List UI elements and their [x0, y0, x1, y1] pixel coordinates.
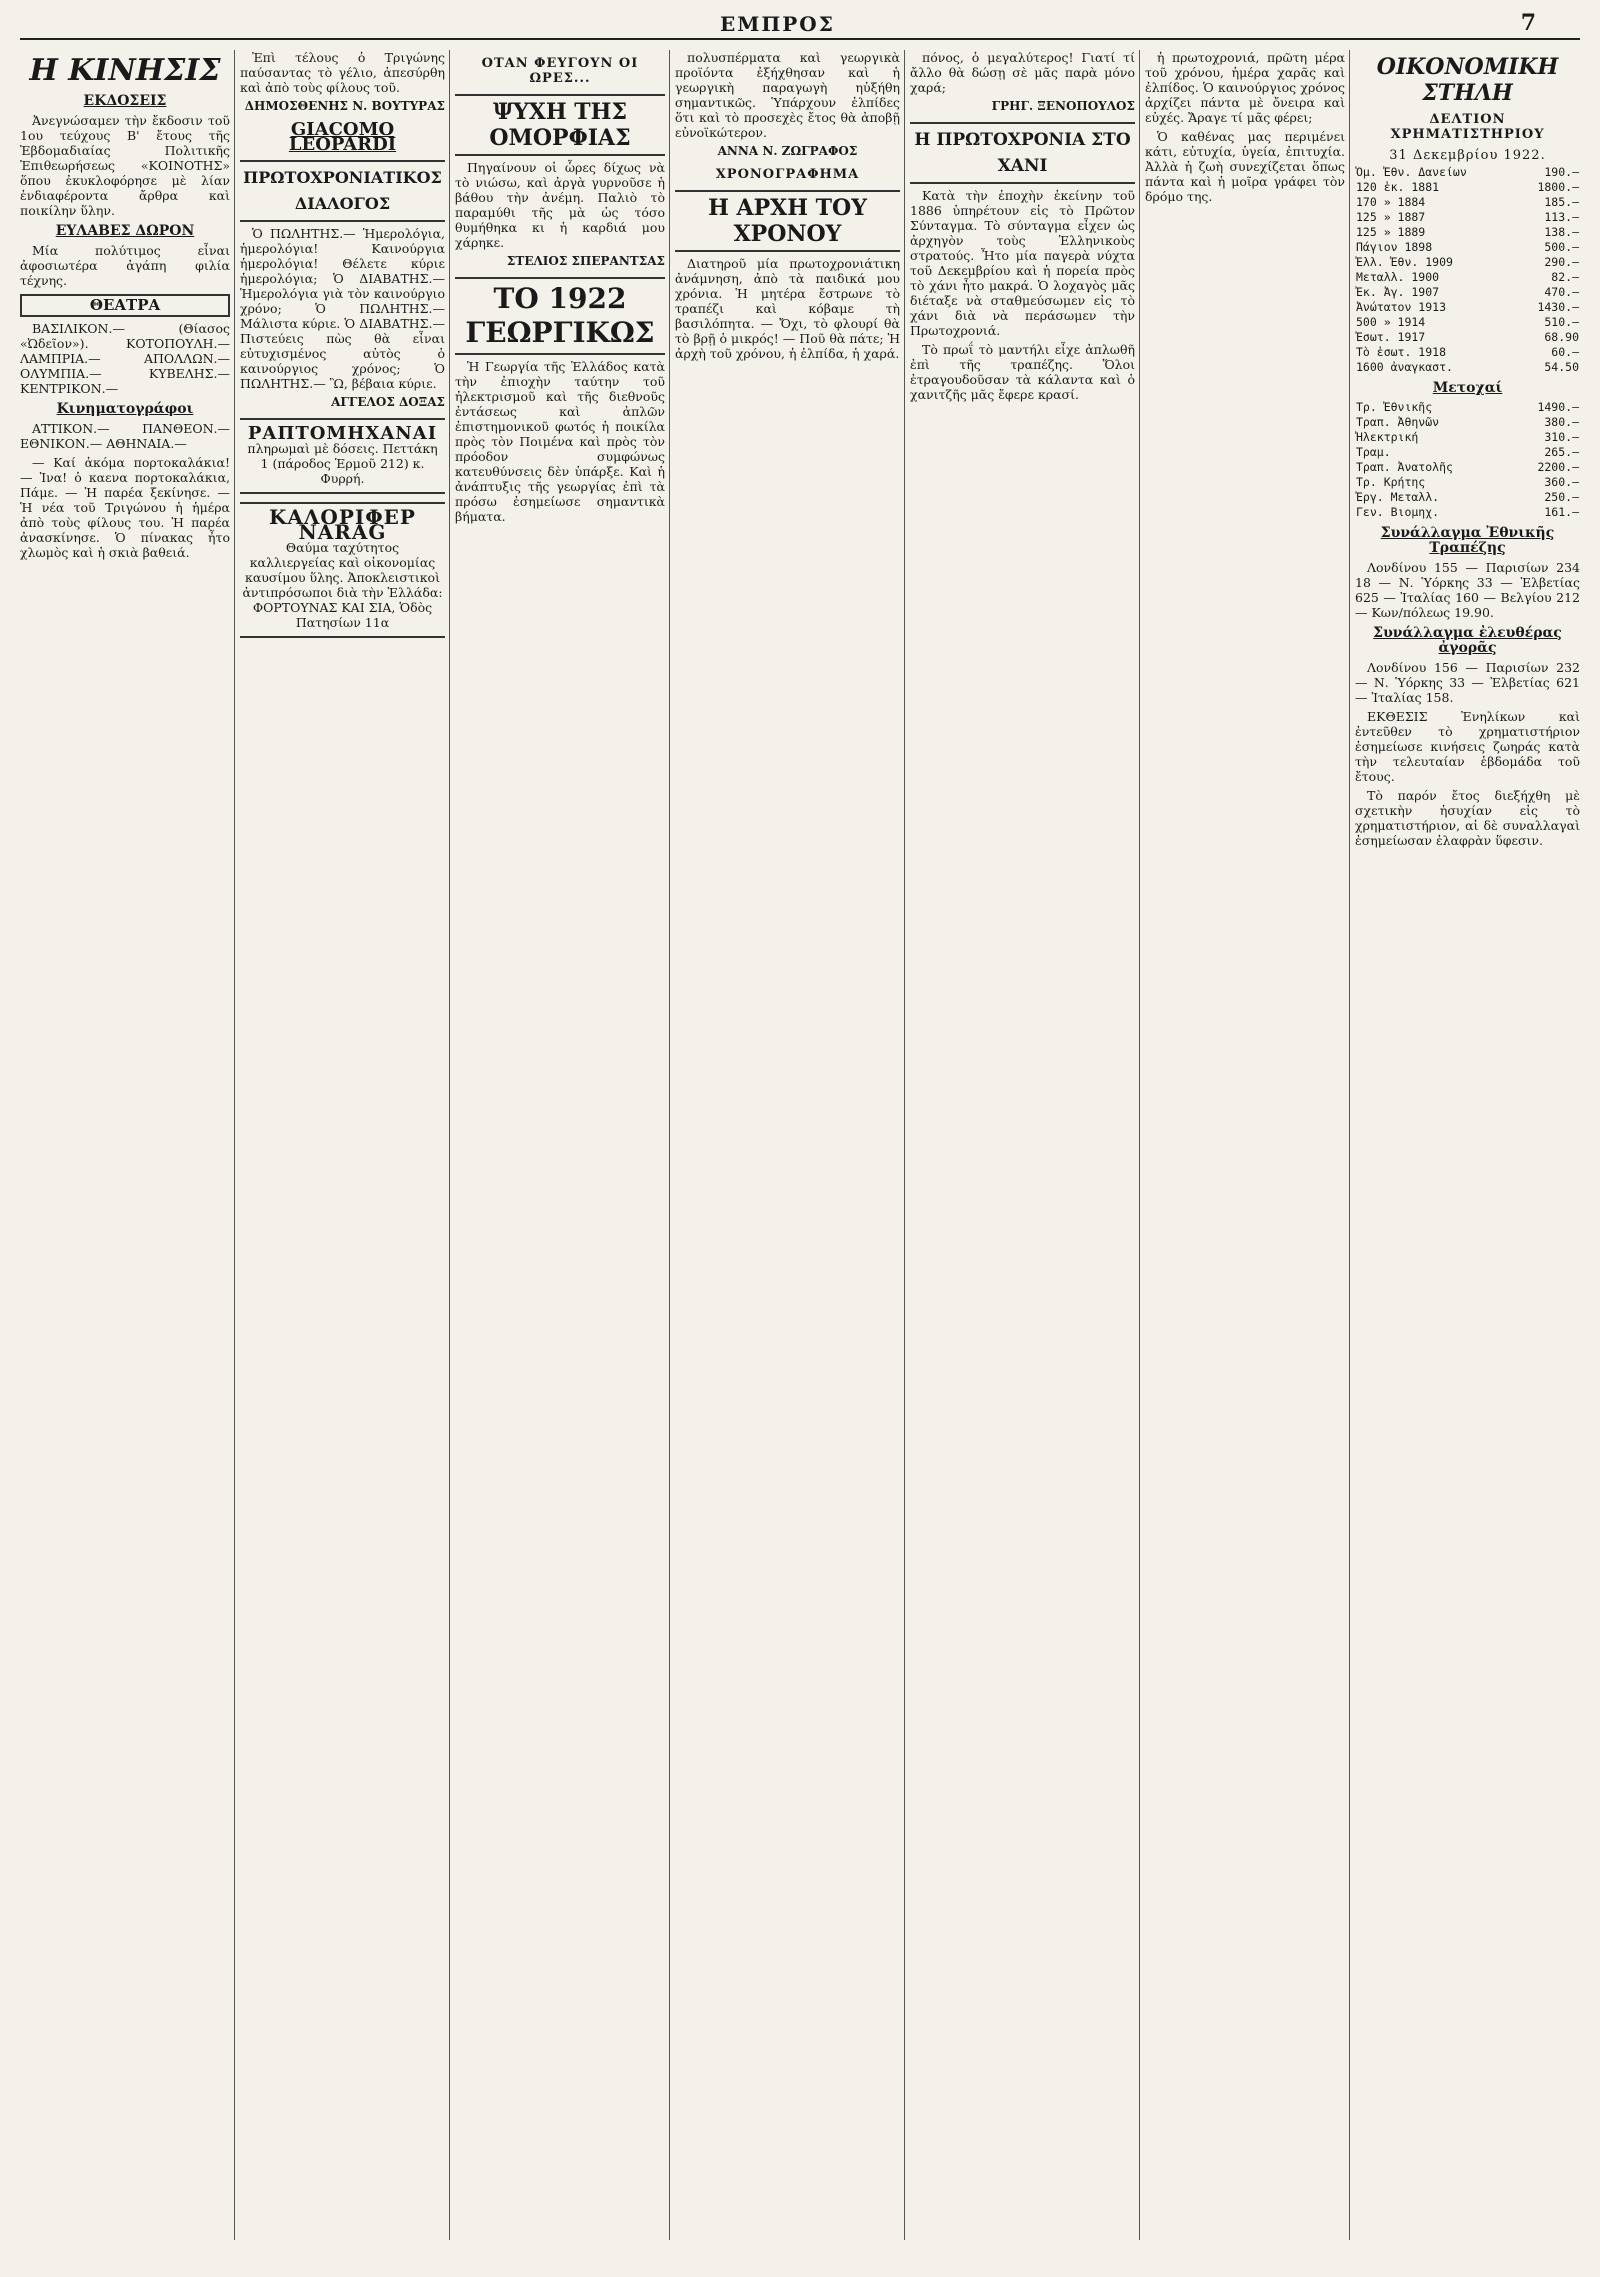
rate-value: 510.—: [1544, 315, 1579, 329]
rates-table: [1355, 165, 1580, 375]
rate-label: Τρ. Ἐθνικῆς: [1356, 400, 1433, 414]
kicker: ΘΕΑΤΡΑ: [20, 294, 230, 317]
column-7: [1355, 50, 1580, 2240]
ad-text: Θαύμα ταχύτητος καλλιεργείας καὶ οἰκονομίας καυσίμου ὕλης. Ἀποκλειστικοὶ ἀντιπρόσωποι διὰ τὴν Ἑλλάδα: ΦΟΡΤΟΥΝΑΣ ΚΑΙ ΣΙΑ, Ὁδὸς Πατησίων 11α: [242, 540, 443, 630]
article-text: Μία πολύτιμος εἶναι ἀφοσιωτέρα ἀγάπη φιλία τέχνης.: [20, 243, 230, 288]
column-rule: [234, 50, 235, 2240]
rate-value: 185.—: [1544, 195, 1579, 209]
rate-value: 380.—: [1544, 415, 1579, 429]
rate-label: Τραπ. Ἀθηνῶν: [1356, 415, 1440, 429]
rate-label: Ὁμ. Ἐθν. Δανείων: [1356, 165, 1467, 179]
table-row: [1355, 445, 1580, 460]
rate-label: 1600 ἀναγκαστ.: [1356, 360, 1453, 374]
table-row: [1355, 360, 1580, 375]
shares-table: [1355, 400, 1580, 520]
column-rule: [1349, 50, 1350, 2240]
table-row: [1355, 315, 1580, 330]
rate-label: Τὸ ἐσωτ. 1918: [1356, 345, 1447, 359]
rate-label: 125 » 1889: [1356, 225, 1426, 239]
article-text: Ὁ ΠΩΛΗΤΗΣ.— Ἡμερολόγια, ἡμερολόγια! Καινούργια ἡμερολόγια! Θέλετε κύριε ἡμερολόγια; Ὁ ΔΙΑΒΑΤΗΣ.— Ἡμερολόγια γιὰ τὸν καινούργιο χρόνο; Ὁ ΠΩΛΗΤΗΣ.— Μάλιστα κύριε. Ὁ ΔΙΑΒΑΤΗΣ.— Πιστεύεις πὼς θὰ εἶναι εὐτυχισμένος αὐτὸς ὁ καινούργιος χρόνος; Ὁ ΠΩΛΗΤΗΣ.— Ὢ, βέβαια κύριε.: [240, 226, 445, 391]
rate-label: Τραμ.: [1356, 445, 1391, 459]
table-row: [1355, 240, 1580, 255]
column-6: [1145, 50, 1345, 2240]
rate-value: 113.—: [1544, 210, 1579, 224]
article-text: πολυσπέρματα καὶ γεωργικὰ προϊόντα ἐξήχθησαν καὶ ἡ γεωργικὴ παραγωγὴ ηὐξήθη σημαντικῶς. Ὑπάρχουν ἐλπίδες ὅτι καὶ τὸ προσεχὲς ἔτος θὰ ἀποβῇ εὐνοϊκώτερον.: [675, 50, 900, 140]
article-text: Ἡ Γεωργία τῆς Ἑλλάδος κατὰ τὴν ἐπιοχὴν ταύτην τοῦ ἠλεκτρισμοῦ καὶ τῆς διεθνοῦς ἐντάσεως καὶ ἀπλῶν ἐπιστημονικοῦ φωτός ἡ ποικίλα πρὸς τὸν Ποιμένα καὶ πρὸς τὸν πρόοδον συμφώνως κατευθύνσεις δὲν ὑπάρξε. Καὶ ἡ ἀνάπτυξις τῆς γεωργίας ἐπὶ τὰ πρόσω ἐσημείωσε σημαντικὰ βήματα.: [455, 359, 665, 524]
rate-value: 265.—: [1544, 445, 1579, 459]
kicker: ΔΕΛΤΙΟΝ ΧΡΗΜΑΤΙΣΤΗΡΙΟΥ: [1390, 112, 1545, 142]
rate-value: 2200.—: [1537, 460, 1579, 474]
article-text: Λονδίνου 155 — Παρισίων 234 18 — Ν. Ὑόρκης 33 — Ἐλβετίας 625 — Ἰταλίας 160 — Βελγίου 212 — Κων/πόλεως 19.90.: [1355, 560, 1580, 620]
rate-value: 54.50: [1544, 360, 1579, 374]
rate-label: Ἐργ. Μεταλλ.: [1356, 490, 1440, 504]
column-1: [20, 50, 230, 2240]
rate-value: 60.—: [1551, 345, 1579, 359]
masthead: [20, 10, 1580, 40]
rate-value: 500.—: [1544, 240, 1579, 254]
rate-value: 161.—: [1544, 505, 1579, 519]
table-row: [1355, 180, 1580, 195]
column-rule: [449, 50, 450, 2240]
byline: ΑΝΝΑ Ν. ΖΩΓΡΑΦΟΣ: [717, 144, 858, 158]
rate-value: 68.90: [1544, 330, 1579, 344]
rate-value: 360.—: [1544, 475, 1579, 489]
rate-value: 1430.—: [1537, 300, 1579, 314]
rate-label: 170 » 1884: [1356, 195, 1426, 209]
section-title: Η ΚΙΝΗΣΙΣ: [29, 53, 221, 88]
table-row: [1355, 165, 1580, 180]
kicker: ΧΡΟΝΟΓΡΑΦΗΜΑ: [715, 167, 860, 182]
table-row: [1355, 345, 1580, 360]
masthead-title: ΕΜΠΡΟΣ: [720, 12, 835, 36]
subheadline: ΠΡΩΤΟΧΡΟΝΙΑΤΙΚΟΣ ΔΙΑΛΟΓΟΣ: [240, 160, 445, 222]
column-2: [240, 50, 445, 2240]
byline: ΓΡΗΓ. ΞΕΝΟΠΟΥΛΟΣ: [991, 99, 1135, 113]
table-row: [1355, 505, 1580, 520]
rate-label: Γεν. Βιομηχ.: [1356, 505, 1440, 519]
ad-text: πληρωμαὶ μὲ δόσεις. Πεττάκη 1 (πάροδος Ἑρμοῦ 212) κ. Φυρρή.: [247, 441, 438, 486]
table-row: [1355, 225, 1580, 240]
table-row: [1355, 475, 1580, 490]
table-row: [1355, 195, 1580, 210]
rate-value: 1490.—: [1537, 400, 1579, 414]
rate-value: 138.—: [1544, 225, 1579, 239]
rate-value: 190.—: [1544, 165, 1579, 179]
article-text: Ἀνεγνώσαμεν τὴν ἔκδοσιν τοῦ 1ου τεύχους Β' ἔτους τῆς Ἑβδομαδιαίας Πολιτικῆς Ἐπιθεωρήσεως «ΚΟΙΝΟΤΗΣ» ὅπου ἐκυκλοφόρησε μὲ λίαν ἐνδιαφέροντα ἄρθρα καὶ ποικίλην ὕλην.: [20, 113, 230, 218]
article-text: Τὸ πρωΐ τὸ μαντήλι εἶχε ἀπλωθῆ ἐπὶ τῆς τραπέζης. Ὅλοι ἐτραγουδοῦσαν τὰ κάλαντα καὶ ὁ χανιτζῆς μᾶς ἔφερε κρασί.: [910, 342, 1135, 402]
rate-value: 82.—: [1551, 270, 1579, 284]
article-text: Ἐπὶ τέλους ὁ Τριγώνης παύσαντας τὸ γέλιο, ἀπεσύρθη καὶ ἀπὸ τοὺς φίλους τοῦ.: [240, 50, 445, 95]
table-row: [1355, 285, 1580, 300]
headline: ΨΥΧΗ ΤΗΣ ΟΜΟΡΦΙΑΣ: [455, 94, 665, 156]
rate-label: Ἐσωτ. 1917: [1356, 330, 1426, 344]
table-row: [1355, 300, 1580, 315]
column-rule: [904, 50, 905, 2240]
rate-value: 470.—: [1544, 285, 1579, 299]
article-text: — Καί ἀκόμα πορτοκαλάκια! — Ἰνα! ὁ καενα πορτοκαλάκια, Πάμε. — Ἡ παρέα ξεκίνησε. — Ἡ νέα τοῦ Τριγώνου ἡ ἡμέρα ἀπὸ τοὺς φίλους του. Ἡ παρέα ἀνασκίνησε. Ὁ πίνακας ἦτο χλωμὸς καὶ ἡ σκιὰ βαθειά.: [20, 455, 230, 560]
rate-label: 125 » 1887: [1356, 210, 1426, 224]
rate-label: Τρ. Κρήτης: [1356, 475, 1426, 489]
headline: Η ΠΡΩΤΟΧΡΟΝΙΑ ΣΤΟ ΧΑΝΙ: [910, 122, 1135, 184]
rate-label: Πάγιον 1898: [1356, 240, 1433, 254]
table-row: [1355, 490, 1580, 505]
advertisement: [240, 418, 445, 494]
column-3: [455, 50, 665, 2240]
rate-value: 290.—: [1544, 255, 1579, 269]
article-text: ΑΤΤΙΚΟΝ.— ΠΑΝΘΕΟΝ.— ΕΘΝΙΚΟΝ.— ΑΘΗΝΑΙΑ.—: [20, 421, 230, 451]
table-row: [1355, 270, 1580, 285]
byline: ΣΤΕΛΙΟΣ ΣΠΕΡΑΝΤΣΑΣ: [506, 254, 665, 268]
rate-label: Ἐκ. Ἀγ. 1907: [1356, 285, 1440, 299]
byline: ΔΗΜΟΣΘΕΝΗΣ Ν. ΒΟΥΤΥΡΑΣ: [244, 99, 445, 113]
rate-label: Τραπ. Ἀνατολῆς: [1356, 460, 1453, 474]
table-row: [1355, 460, 1580, 475]
advertisement: [240, 502, 445, 638]
article-text: Ὁ καθένας μας περιμένει κάτι, εὐτυχία, ὑγεία, ἐπιτυχία. Ἀλλὰ ἡ ζωὴ συνεχίζεται ὅπως πάντα καὶ ἡ μοῖρα γράφει τὸν δρόμο της.: [1145, 129, 1345, 204]
kicker: Συνάλλαγμα ἐλευθέρας ἀγορᾶς: [1373, 625, 1562, 656]
column-rule: [1139, 50, 1140, 2240]
table-row: [1355, 330, 1580, 345]
article-text: Τὸ παρόν ἔτος διεξήχθη μὲ σχετικὴν ἡσυχίαν εἰς τὸ χρηματιστήριον, αἱ δὲ συναλλαγαὶ ἐσημείωσαν ἐλαφρὰν ὕφεσιν.: [1355, 788, 1580, 848]
kicker: ΕΚΔΟΣΕΙΣ: [83, 93, 167, 109]
table-row: [1355, 400, 1580, 415]
kicker: Κινηματογράφοι: [56, 401, 194, 417]
newspaper-page: [20, 10, 1580, 2250]
article-text: πόνος, ὁ μεγαλύτερος! Γιατί τί ἄλλο θὰ δώσῃ σὲ μᾶς παρὰ μόνο χαρά;: [910, 50, 1135, 95]
table-row: [1355, 210, 1580, 225]
article-text: Διατηροῦ μία πρωτοχρονιάτικη ἀνάμνηση, ἀπὸ τὰ παιδικά μου χρόνια. Ἡ μητέρα ἔστρωνε τὸ τραπέζι καὶ κόβαμε τὴ βασιλόπητα. — Ὄχι, τὸ φλουρί θὰ τὸ βρῇ ὁ μικρός! — Ποῦ θὰ πάτε; Ἡ ἀρχὴ τοῦ χρόνου, ἡ ἐλπίδα, ἡ χαρά.: [675, 256, 900, 361]
article-text: ΒΑΣΙΛΙΚΟΝ.— (Θίασος «Ὠδεῖον»). ΚΟΤΟΠΟΥΛΗ.— ΛΑΜΠΡΙΑ.— ΑΠΟΛΛΩΝ.— ΟΛΥΜΠΙΑ.— ΚΥΒΕΛΗΣ.— ΚΕΝΤΡΙΚΟΝ.—: [20, 321, 230, 396]
rate-label: Ἀνώτατον 1913: [1356, 300, 1447, 314]
byline: ΑΓΓΕΛΟΣ ΔΟΞΑΣ: [331, 395, 445, 409]
article-text: Λονδίνου 156 — Παρισίων 232 — Ν. Ὑόρκης 33 — Ἐλβετίας 621 — Ἰταλίας 158.: [1355, 660, 1580, 705]
date: 31 Δεκεμβρίου 1922.: [1389, 148, 1546, 163]
column-rule: [669, 50, 670, 2240]
table-row: [1355, 430, 1580, 445]
rate-label: 500 » 1914: [1356, 315, 1426, 329]
article-text: Πηγαίνουν οἱ ὧρες δίχως νὰ τὸ νιώσω, καὶ ἀργὰ γυρνοῦσε ἡ βάθου τὴν ἀνέμη. Παλιὸ τὸ παραμύθι τῆς μὰ ὡς τόσο θυμήθηκα κι ἡ καρδιά μου χάρηκε.: [455, 160, 665, 250]
table-row: [1355, 255, 1580, 270]
rate-value: 250.—: [1544, 490, 1579, 504]
article-text: ἡ πρωτοχρονιά, πρῶτη μέρα τοῦ χρόνου, ἡμέρα χαρᾶς καὶ ἐλπίδος. Ὁ καινούργιος χρόνος ἀρχίζει πάντα μὲ ὄνειρα καὶ εὐχές. Ἄραγε τί μᾶς φέρει;: [1145, 50, 1345, 125]
kicker: ΕΥΛΑΒΕΣ ΔΩΡΟΝ: [55, 223, 195, 239]
headline: GIACOMO LEOPARDI: [288, 119, 397, 155]
article-text: ΕΚΘΕΣΙΣ Ἐνηλίκων καὶ ἐντεῦθεν τὸ χρηματιστήριον ἐσημείωσε κινήσεις ζωηράς κατὰ τὴν τελευταίαν ἑβδομάδα τοῦ ἔτους.: [1355, 709, 1580, 784]
headline: Η ΑΡΧΗ ΤΟΥ ΧΡΟΝΟΥ: [675, 190, 900, 252]
column-4: [675, 50, 900, 2240]
table-row: [1355, 415, 1580, 430]
kicker: Συνάλλαγμα Ἐθνικῆς Τραπέζης: [1380, 525, 1555, 556]
rate-label: Ἠλεκτρική: [1356, 430, 1419, 444]
rate-label: Ἐλλ. Ἐθν. 1909: [1356, 255, 1453, 269]
headline: ΤΟ 1922 ΓΕΩΡΓΙΚΩΣ: [455, 277, 665, 355]
kicker: Μετοχαί: [1432, 380, 1503, 396]
kicker: ΟΤΑΝ ΦΕΥΓΟΥΝ ΟΙ ΩΡΕΣ...: [481, 56, 639, 86]
rate-label: Μεταλλ. 1900: [1356, 270, 1440, 284]
page-number: 7: [1520, 10, 1540, 36]
rate-label: 120 ἑκ. 1881: [1356, 180, 1440, 194]
rate-value: 310.—: [1544, 430, 1579, 444]
section-title: ΟΙΚΟΝΟΜΙΚΗ ΣΤΗΛΗ: [1376, 54, 1559, 106]
column-5: [910, 50, 1135, 2240]
ad-title: ΚΑΛΟΡΙΦΕΡ NARAG: [269, 505, 416, 544]
rate-value: 1800.—: [1537, 180, 1579, 194]
ad-title: ΡΑΠΤΟΜΗΧΑΝΑΙ: [247, 423, 438, 444]
article-text: Κατὰ τὴν ἐποχὴν ἐκείνην τοῦ 1886 ὑπηρέτουν εἰς τὸ Πρῶτον Σύνταγμα. Τὸ σύνταγμα εἶχεν ὡς ἀρχηγὸν τοὺς Ἑλληνικοὺς στρατούς. Ἦτο μία παγερὰ νύχτα τοῦ Δεκεμβρίου καὶ ἡ πορεία πρὸς τὸ χάνι ἦτο μακρά. Ὁ λοχαγὸς μᾶς διέταξε νὰ σταθμεύσωμεν εἰς τὸ χάνι διὰ νὰ περάσωμεν τὴν Πρωτοχρονιά.: [910, 188, 1135, 338]
